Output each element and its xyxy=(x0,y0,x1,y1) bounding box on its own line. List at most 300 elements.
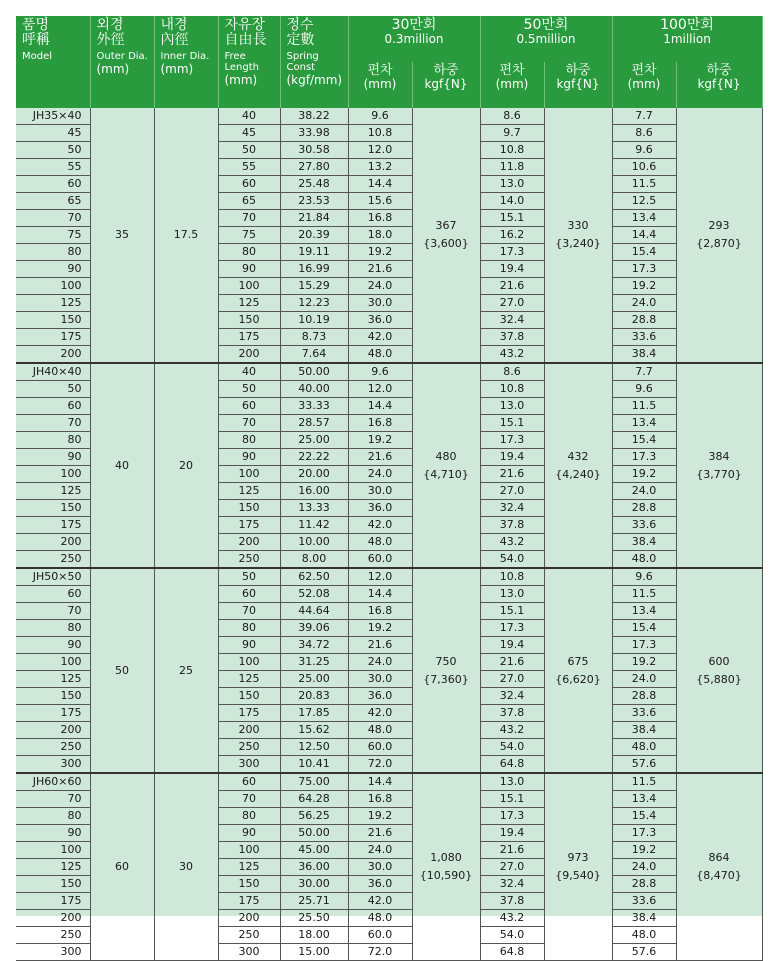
spring-const-cell: 30.58 xyxy=(280,142,348,159)
deflection-500k-cell: 13.0 xyxy=(480,586,544,603)
deflection-300k-cell: 60.0 xyxy=(348,927,412,944)
deflection-1m-cell: 33.6 xyxy=(612,893,676,910)
deflection-1m-cell: 57.6 xyxy=(612,756,676,774)
spring-const-cell: 38.22 xyxy=(280,108,348,125)
load-1m-cell xyxy=(676,108,762,363)
spring-const-cell: 13.33 xyxy=(280,500,348,517)
deflection-300k-cell: 14.4 xyxy=(348,398,412,415)
spring-const-cell: 27.80 xyxy=(280,159,348,176)
model-cell: 100 xyxy=(16,654,90,671)
load-newton: {4,710} xyxy=(423,467,469,481)
load-300k-cell xyxy=(412,568,480,773)
spring-const-cell: 12.23 xyxy=(280,295,348,312)
header-life-300k: 30만회 0.3million xyxy=(348,16,480,62)
deflection-300k-cell: 16.8 xyxy=(348,603,412,620)
deflection-1m-cell: 13.4 xyxy=(612,210,676,227)
outer-dia-cell: 60 xyxy=(90,773,154,961)
model-cell: JH50×50 xyxy=(16,568,90,586)
model-cell: JH60×60 xyxy=(16,773,90,791)
spring-const-cell: 17.85 xyxy=(280,705,348,722)
load-newton: {7,360} xyxy=(423,672,469,686)
spring-const-cell: 16.00 xyxy=(280,483,348,500)
deflection-300k-cell: 72.0 xyxy=(348,944,412,961)
spring-const-cell: 34.72 xyxy=(280,637,348,654)
model-cell: 175 xyxy=(16,893,90,910)
model-cell: 65 xyxy=(16,193,90,210)
spring-const-cell: 50.00 xyxy=(280,363,348,381)
free-length-cell: 90 xyxy=(218,449,280,466)
deflection-1m-cell: 33.6 xyxy=(612,329,676,346)
spring-const-cell: 25.00 xyxy=(280,432,348,449)
deflection-300k-cell: 36.0 xyxy=(348,312,412,329)
deflection-1m-cell: 48.0 xyxy=(612,739,676,756)
free-length-cell: 50 xyxy=(218,568,280,586)
free-length-cell: 300 xyxy=(218,756,280,774)
table-row xyxy=(16,773,762,791)
deflection-500k-cell: 10.8 xyxy=(480,568,544,586)
model-cell: 100 xyxy=(16,278,90,295)
free-length-cell: 90 xyxy=(218,261,280,278)
load-value: 1,080 xyxy=(430,851,462,864)
deflection-300k-cell: 48.0 xyxy=(348,722,412,739)
free-length-cell: 70 xyxy=(218,415,280,432)
spring-const-cell: 15.00 xyxy=(280,944,348,961)
model-cell: JH40×40 xyxy=(16,363,90,381)
model-cell: 150 xyxy=(16,876,90,893)
deflection-1m-cell: 17.3 xyxy=(612,825,676,842)
header-free-length: 자유장 自由長 Free Length (mm) xyxy=(218,16,280,108)
deflection-500k-cell: 37.8 xyxy=(480,705,544,722)
deflection-1m-cell: 11.5 xyxy=(612,586,676,603)
table-row xyxy=(16,363,762,381)
deflection-300k-cell: 24.0 xyxy=(348,466,412,483)
load-1m-cell xyxy=(676,568,762,773)
deflection-1m-cell: 19.2 xyxy=(612,278,676,295)
model-cell: 55 xyxy=(16,159,90,176)
deflection-500k-cell: 27.0 xyxy=(480,483,544,500)
deflection-300k-cell: 9.6 xyxy=(348,108,412,125)
deflection-300k-cell: 12.0 xyxy=(348,142,412,159)
spring-const-cell: 39.06 xyxy=(280,620,348,637)
deflection-500k-cell: 54.0 xyxy=(480,927,544,944)
deflection-500k-cell: 15.1 xyxy=(480,603,544,620)
deflection-1m-cell: 15.4 xyxy=(612,244,676,261)
spring-const-cell: 7.64 xyxy=(280,346,348,364)
deflection-1m-cell: 13.4 xyxy=(612,415,676,432)
load-value: 864 xyxy=(708,851,730,864)
free-length-cell: 175 xyxy=(218,517,280,534)
deflection-300k-cell: 24.0 xyxy=(348,842,412,859)
deflection-500k-cell: 21.6 xyxy=(480,466,544,483)
free-length-cell: 100 xyxy=(218,842,280,859)
free-length-cell: 125 xyxy=(218,295,280,312)
model-cell: 150 xyxy=(16,688,90,705)
deflection-300k-cell: 30.0 xyxy=(348,295,412,312)
deflection-500k-cell: 13.0 xyxy=(480,773,544,791)
load-500k-cell xyxy=(544,568,612,773)
free-length-cell: 300 xyxy=(218,944,280,961)
deflection-500k-cell: 37.8 xyxy=(480,517,544,534)
model-cell: 80 xyxy=(16,808,90,825)
spring-const-cell: 44.64 xyxy=(280,603,348,620)
deflection-1m-cell: 28.8 xyxy=(612,688,676,705)
deflection-300k-cell: 36.0 xyxy=(348,876,412,893)
load-value: 675 xyxy=(567,654,589,668)
table-body xyxy=(16,108,762,961)
free-length-cell: 60 xyxy=(218,398,280,415)
free-length-cell: 40 xyxy=(218,108,280,125)
spring-const-cell: 75.00 xyxy=(280,773,348,791)
deflection-300k-cell: 15.6 xyxy=(348,193,412,210)
load-value: 384 xyxy=(708,449,730,463)
header-deflection-3: 편차 (mm) xyxy=(612,62,676,108)
deflection-300k-cell: 14.4 xyxy=(348,176,412,193)
spring-const-cell: 64.28 xyxy=(280,791,348,808)
deflection-500k-cell: 27.0 xyxy=(480,859,544,876)
model-cell: 150 xyxy=(16,312,90,329)
spring-const-cell: 23.53 xyxy=(280,193,348,210)
load-newton: {3,770} xyxy=(696,467,742,481)
model-cell: 175 xyxy=(16,705,90,722)
deflection-500k-cell: 43.2 xyxy=(480,910,544,927)
deflection-1m-cell: 17.3 xyxy=(612,637,676,654)
model-cell: 70 xyxy=(16,415,90,432)
table-row xyxy=(16,108,762,125)
deflection-500k-cell: 32.4 xyxy=(480,312,544,329)
load-500k-cell xyxy=(544,773,612,961)
deflection-300k-cell: 14.4 xyxy=(348,773,412,791)
free-length-cell: 70 xyxy=(218,603,280,620)
deflection-500k-cell: 17.3 xyxy=(480,244,544,261)
load-500k-cell xyxy=(544,108,612,363)
load-newton: {3,240} xyxy=(555,237,601,250)
deflection-1m-cell: 33.6 xyxy=(612,705,676,722)
model-cell: 125 xyxy=(16,483,90,500)
deflection-1m-cell: 19.2 xyxy=(612,842,676,859)
deflection-1m-cell: 48.0 xyxy=(612,927,676,944)
deflection-300k-cell: 36.0 xyxy=(348,500,412,517)
spring-const-cell: 19.11 xyxy=(280,244,348,261)
model-cell: 75 xyxy=(16,227,90,244)
header-load-3: 하중 kgf{N} xyxy=(676,62,762,108)
deflection-500k-cell: 17.3 xyxy=(480,808,544,825)
deflection-300k-cell: 60.0 xyxy=(348,551,412,569)
spring-const-cell: 25.71 xyxy=(280,893,348,910)
deflection-300k-cell: 30.0 xyxy=(348,859,412,876)
model-cell: 50 xyxy=(16,381,90,398)
deflection-300k-cell: 30.0 xyxy=(348,483,412,500)
spring-const-cell: 33.33 xyxy=(280,398,348,415)
load-300k-cell xyxy=(412,108,480,363)
model-cell: 300 xyxy=(16,756,90,774)
spring-const-cell: 40.00 xyxy=(280,381,348,398)
free-length-cell: 50 xyxy=(218,142,280,159)
free-length-cell: 250 xyxy=(218,739,280,756)
load-value: 432 xyxy=(567,449,589,463)
deflection-500k-cell: 15.1 xyxy=(480,415,544,432)
deflection-500k-cell: 32.4 xyxy=(480,876,544,893)
free-length-cell: 80 xyxy=(218,244,280,261)
deflection-500k-cell: 9.7 xyxy=(480,125,544,142)
header-outer-dia: 외경 外徑 Outer Dia. (mm) xyxy=(90,16,154,108)
spring-const-cell: 36.00 xyxy=(280,859,348,876)
deflection-1m-cell: 9.6 xyxy=(612,381,676,398)
deflection-300k-cell: 21.6 xyxy=(348,637,412,654)
header-deflection-2: 편차 (mm) xyxy=(480,62,544,108)
free-length-cell: 150 xyxy=(218,500,280,517)
deflection-500k-cell: 19.4 xyxy=(480,261,544,278)
load-300k-cell xyxy=(412,363,480,568)
deflection-500k-cell: 17.3 xyxy=(480,620,544,637)
deflection-500k-cell: 10.8 xyxy=(480,381,544,398)
deflection-300k-cell: 36.0 xyxy=(348,688,412,705)
load-newton: {3,600} xyxy=(423,237,469,250)
deflection-1m-cell: 19.2 xyxy=(612,466,676,483)
model-cell: 125 xyxy=(16,671,90,688)
deflection-500k-cell: 15.1 xyxy=(480,791,544,808)
deflection-500k-cell: 43.2 xyxy=(480,346,544,364)
deflection-1m-cell: 24.0 xyxy=(612,295,676,312)
spring-const-cell: 10.41 xyxy=(280,756,348,774)
spring-const-cell: 11.42 xyxy=(280,517,348,534)
deflection-1m-cell: 15.4 xyxy=(612,432,676,449)
free-length-cell: 55 xyxy=(218,159,280,176)
free-length-cell: 50 xyxy=(218,381,280,398)
deflection-500k-cell: 64.8 xyxy=(480,944,544,961)
deflection-300k-cell: 48.0 xyxy=(348,534,412,551)
deflection-300k-cell: 12.0 xyxy=(348,381,412,398)
spring-const-cell: 33.98 xyxy=(280,125,348,142)
deflection-300k-cell: 9.6 xyxy=(348,363,412,381)
model-cell: 80 xyxy=(16,244,90,261)
deflection-500k-cell: 21.6 xyxy=(480,654,544,671)
deflection-300k-cell: 48.0 xyxy=(348,910,412,927)
model-cell: 250 xyxy=(16,551,90,569)
deflection-300k-cell: 72.0 xyxy=(348,756,412,774)
deflection-500k-cell: 27.0 xyxy=(480,295,544,312)
deflection-300k-cell: 21.6 xyxy=(348,261,412,278)
free-length-cell: 100 xyxy=(218,278,280,295)
model-cell: 90 xyxy=(16,825,90,842)
spring-const-cell: 20.83 xyxy=(280,688,348,705)
free-length-cell: 65 xyxy=(218,193,280,210)
free-length-cell: 175 xyxy=(218,893,280,910)
deflection-300k-cell: 14.4 xyxy=(348,586,412,603)
deflection-300k-cell: 16.8 xyxy=(348,791,412,808)
spring-const-cell: 15.29 xyxy=(280,278,348,295)
table-row xyxy=(16,568,762,586)
deflection-1m-cell: 33.6 xyxy=(612,517,676,534)
deflection-1m-cell: 38.4 xyxy=(612,910,676,927)
deflection-500k-cell: 54.0 xyxy=(480,551,544,569)
load-value: 750 xyxy=(435,654,457,668)
deflection-1m-cell: 57.6 xyxy=(612,944,676,961)
deflection-500k-cell: 13.0 xyxy=(480,176,544,193)
model-cell: 90 xyxy=(16,449,90,466)
deflection-500k-cell: 21.6 xyxy=(480,278,544,295)
deflection-300k-cell: 10.8 xyxy=(348,125,412,142)
spring-const-cell: 8.73 xyxy=(280,329,348,346)
deflection-1m-cell: 11.5 xyxy=(612,176,676,193)
deflection-300k-cell: 24.0 xyxy=(348,278,412,295)
load-newton: {8,470} xyxy=(696,869,742,882)
header-load-2: 하중 kgf{N} xyxy=(544,62,612,108)
deflection-1m-cell: 14.4 xyxy=(612,227,676,244)
free-length-cell: 100 xyxy=(218,466,280,483)
model-cell: 50 xyxy=(16,142,90,159)
deflection-300k-cell: 30.0 xyxy=(348,671,412,688)
deflection-300k-cell: 19.2 xyxy=(348,620,412,637)
inner-dia-cell: 30 xyxy=(154,773,218,961)
spring-const-cell: 52.08 xyxy=(280,586,348,603)
deflection-500k-cell: 14.0 xyxy=(480,193,544,210)
free-length-cell: 175 xyxy=(218,329,280,346)
header-model: 품명 呼稱 Model xyxy=(16,16,90,108)
inner-dia-cell: 17.5 xyxy=(154,108,218,363)
spring-const-cell: 62.50 xyxy=(280,568,348,586)
deflection-1m-cell: 9.6 xyxy=(612,568,676,586)
outer-dia-cell: 50 xyxy=(90,568,154,773)
spring-const-cell: 10.00 xyxy=(280,534,348,551)
free-length-cell: 60 xyxy=(218,586,280,603)
deflection-1m-cell: 38.4 xyxy=(612,534,676,551)
deflection-500k-cell: 32.4 xyxy=(480,500,544,517)
deflection-1m-cell: 10.6 xyxy=(612,159,676,176)
deflection-1m-cell: 28.8 xyxy=(612,876,676,893)
header-life-1m: 100만회 1million xyxy=(612,16,762,62)
model-cell: 90 xyxy=(16,637,90,654)
free-length-cell: 150 xyxy=(218,688,280,705)
free-length-cell: 200 xyxy=(218,910,280,927)
spring-const-cell: 8.00 xyxy=(280,551,348,569)
free-length-cell: 75 xyxy=(218,227,280,244)
deflection-300k-cell: 12.0 xyxy=(348,568,412,586)
deflection-1m-cell: 38.4 xyxy=(612,346,676,364)
free-length-cell: 250 xyxy=(218,551,280,569)
spring-const-cell: 28.57 xyxy=(280,415,348,432)
model-cell: 70 xyxy=(16,210,90,227)
deflection-300k-cell: 42.0 xyxy=(348,705,412,722)
header-life-500k: 50만회 0.5million xyxy=(480,16,612,62)
load-newton: {4,240} xyxy=(555,467,601,481)
free-length-cell: 60 xyxy=(218,176,280,193)
deflection-500k-cell: 27.0 xyxy=(480,671,544,688)
deflection-300k-cell: 18.0 xyxy=(348,227,412,244)
model-cell: 200 xyxy=(16,722,90,739)
spring-const-cell: 18.00 xyxy=(280,927,348,944)
free-length-cell: 60 xyxy=(218,773,280,791)
model-cell: 200 xyxy=(16,534,90,551)
model-cell: 250 xyxy=(16,927,90,944)
outer-dia-cell: 35 xyxy=(90,108,154,363)
deflection-1m-cell: 12.5 xyxy=(612,193,676,210)
spring-spec-table xyxy=(16,16,763,961)
deflection-500k-cell: 11.8 xyxy=(480,159,544,176)
model-cell: JH35×40 xyxy=(16,108,90,125)
deflection-300k-cell: 42.0 xyxy=(348,329,412,346)
deflection-1m-cell: 13.4 xyxy=(612,603,676,620)
deflection-300k-cell: 48.0 xyxy=(348,346,412,364)
deflection-1m-cell: 48.0 xyxy=(612,551,676,569)
header-load-1: 하중 kgf{N} xyxy=(412,62,480,108)
model-cell: 60 xyxy=(16,586,90,603)
load-newton: {10,590} xyxy=(419,869,473,882)
model-cell: 175 xyxy=(16,329,90,346)
deflection-500k-cell: 16.2 xyxy=(480,227,544,244)
load-newton: {5,880} xyxy=(696,672,742,686)
model-cell: 70 xyxy=(16,603,90,620)
free-length-cell: 175 xyxy=(218,705,280,722)
model-cell: 200 xyxy=(16,346,90,364)
spring-const-cell: 25.48 xyxy=(280,176,348,193)
deflection-300k-cell: 19.2 xyxy=(348,808,412,825)
load-value: 600 xyxy=(708,654,730,668)
deflection-1m-cell: 24.0 xyxy=(612,483,676,500)
spring-const-cell: 22.22 xyxy=(280,449,348,466)
spring-const-cell: 15.62 xyxy=(280,722,348,739)
deflection-500k-cell: 13.0 xyxy=(480,398,544,415)
model-cell: 45 xyxy=(16,125,90,142)
free-length-cell: 90 xyxy=(218,637,280,654)
spring-const-cell: 30.00 xyxy=(280,876,348,893)
free-length-cell: 250 xyxy=(218,927,280,944)
deflection-1m-cell: 28.8 xyxy=(612,500,676,517)
deflection-500k-cell: 15.1 xyxy=(480,210,544,227)
deflection-1m-cell: 7.7 xyxy=(612,363,676,381)
spring-const-cell: 25.50 xyxy=(280,910,348,927)
spring-const-cell: 20.00 xyxy=(280,466,348,483)
free-length-cell: 40 xyxy=(218,363,280,381)
header-deflection-1: 편차 (mm) xyxy=(348,62,412,108)
deflection-300k-cell: 42.0 xyxy=(348,517,412,534)
free-length-cell: 200 xyxy=(218,722,280,739)
deflection-500k-cell: 21.6 xyxy=(480,842,544,859)
deflection-1m-cell: 7.7 xyxy=(612,108,676,125)
deflection-500k-cell: 54.0 xyxy=(480,739,544,756)
model-cell: 80 xyxy=(16,432,90,449)
free-length-cell: 45 xyxy=(218,125,280,142)
deflection-1m-cell: 9.6 xyxy=(612,142,676,159)
deflection-300k-cell: 21.6 xyxy=(348,449,412,466)
deflection-1m-cell: 15.4 xyxy=(612,620,676,637)
model-cell: 125 xyxy=(16,859,90,876)
deflection-1m-cell: 38.4 xyxy=(612,722,676,739)
model-cell: 60 xyxy=(16,176,90,193)
header-inner-dia: 내경 內徑 Inner Dia. (mm) xyxy=(154,16,218,108)
model-cell: 70 xyxy=(16,791,90,808)
deflection-500k-cell: 37.8 xyxy=(480,893,544,910)
deflection-300k-cell: 16.8 xyxy=(348,415,412,432)
model-cell: 250 xyxy=(16,739,90,756)
deflection-1m-cell: 11.5 xyxy=(612,773,676,791)
load-1m-cell xyxy=(676,363,762,568)
spring-const-cell: 45.00 xyxy=(280,842,348,859)
deflection-300k-cell: 16.8 xyxy=(348,210,412,227)
model-cell: 150 xyxy=(16,500,90,517)
model-cell: 200 xyxy=(16,910,90,927)
inner-dia-cell: 20 xyxy=(154,363,218,568)
model-cell: 80 xyxy=(16,620,90,637)
deflection-1m-cell: 8.6 xyxy=(612,125,676,142)
spring-const-cell: 31.25 xyxy=(280,654,348,671)
spring-const-cell: 10.19 xyxy=(280,312,348,329)
deflection-500k-cell: 8.6 xyxy=(480,363,544,381)
spring-const-cell: 56.25 xyxy=(280,808,348,825)
load-value: 330 xyxy=(567,219,589,232)
load-value: 293 xyxy=(708,219,730,232)
deflection-300k-cell: 19.2 xyxy=(348,244,412,261)
load-newton: {2,870} xyxy=(696,237,742,250)
